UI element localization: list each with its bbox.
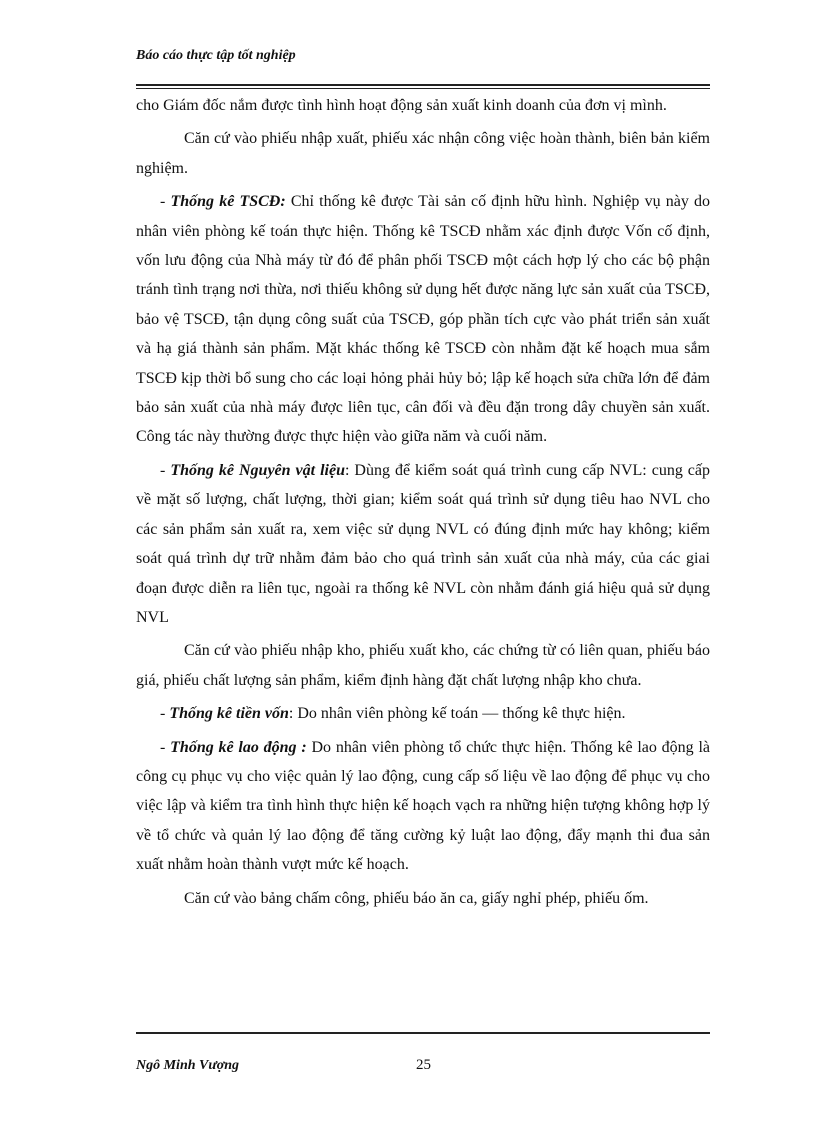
header-rule-thick — [136, 84, 710, 86]
paragraph-labor — [136, 733, 710, 880]
page-number: 25 — [416, 1057, 431, 1073]
term-capital: Thống kê tiền vốn — [169, 705, 289, 723]
bullet-dash: - — [160, 193, 171, 211]
term-materials: Thống kê Nguyên vật liệu — [170, 461, 345, 479]
paragraph-materials — [136, 456, 710, 632]
paragraph-fixed-assets — [136, 187, 710, 452]
header-rule-thin — [136, 88, 710, 89]
paragraph-continuation: cho Giám đốc nắm được tình hình hoạt động sản xuất kinh doanh của đơn vị mình. — [136, 97, 667, 114]
paragraph-basis-3: Căn cứ vào bảng chấm công, phiếu báo ăn ca, giấy nghỉ phép, phiếu ốm. — [184, 889, 649, 907]
paragraph-basis-2: Căn cứ vào phiếu nhập kho, phiếu xuất kho, các chứng từ có liên quan, phiếu báo giá, phiếu chất lượng sản phẩm, kiểm định hàng đặt chất lượng nhập kho chưa. — [136, 642, 710, 689]
page-header-title: Báo cáo thực tập tốt nghiệp — [136, 48, 296, 63]
paragraph-text: : Dùng để kiểm soát quá trình cung cấp NVL: cung cấp về mặt số lượng, chất lượng, thời gian; kiểm soát quá trình sử dụng tiêu hao NVL cho các sản phẩm sản xuất ra, xem việc sử dụng NVL có đúng định mức hay không; kiểm soát quá trình dự trữ nhằm đảm bảo cho quá trình sản xuất của nhà máy, của các giai đoạn được diễn ra liên tục, ngoài ra thống kê NVL còn nhằm đánh giá hiệu quả sử dụng NVL — [136, 461, 711, 626]
page-body — [136, 91, 710, 913]
footer-author: Ngô Minh Vượng — [136, 1058, 240, 1073]
bullet-dash: - — [160, 738, 171, 756]
bullet-dash: - — [160, 461, 171, 479]
paragraph-text: : Do nhân viên phòng kế toán — thống kê thực hiện. — [288, 705, 626, 723]
paragraph-capital — [136, 699, 710, 728]
footer-rule — [136, 1032, 710, 1034]
term-labor: Thống kê lao động : — [170, 738, 307, 756]
paragraph-text: Chỉ thống kê được Tài sản cố định hữu hình. Nghiệp vụ này do nhân viên phòng kế toán thực hiện. Thống kê TSCĐ nhằm xác định được Vốn cố định, vốn lưu động của Nhà máy từ đó để phân phối TSCĐ một cách hợp lý cho các bộ phận tránh tình trạng nơi thừa, nơi thiếu không sử dụng hết được năng lực sản xuất của TSCĐ, bảo vệ TSCĐ, tận dụng công suất của TSCĐ, góp phần tích cực vào phát triển sản xuất và hạ giá thành sản phẩm. Mặt khác thống kê TSCĐ còn nhằm đặt kế hoạch mua sắm TSCĐ kịp thời bổ sung cho các loại hỏng phải hủy bỏ; lập kế hoạch sửa chữa lớn để đảm bảo sản xuất của nhà máy được liên tục, cân đối và đều đặn trong dây chuyền sản xuất. Công tác này thường được thực hiện vào giữa năm và cuối năm. — [136, 193, 711, 446]
paragraph-text: Do nhân viên phòng tổ chức thực hiện. Thống kê lao động là công cụ phục vụ cho việc quản lý lao động, cung cấp số liệu về lao động để phục vụ cho việc lập và kiểm tra tình hình thực hiện kế hoạch vạch ra những hiện tượng không hợp lý về tổ chức và quản lý lao động để tăng cường kỷ luật lao động, đẩy mạnh thi đua sản xuất nhằm hoàn thành vượt mức kế hoạch. — [136, 738, 711, 874]
bullet-dash: - — [160, 705, 170, 723]
term-fixed-assets: Thống kê TSCĐ: — [170, 193, 286, 211]
paragraph-basis-1: Căn cứ vào phiếu nhập xuất, phiếu xác nhận công việc hoàn thành, biên bản kiểm nghiệm. — [136, 130, 710, 177]
